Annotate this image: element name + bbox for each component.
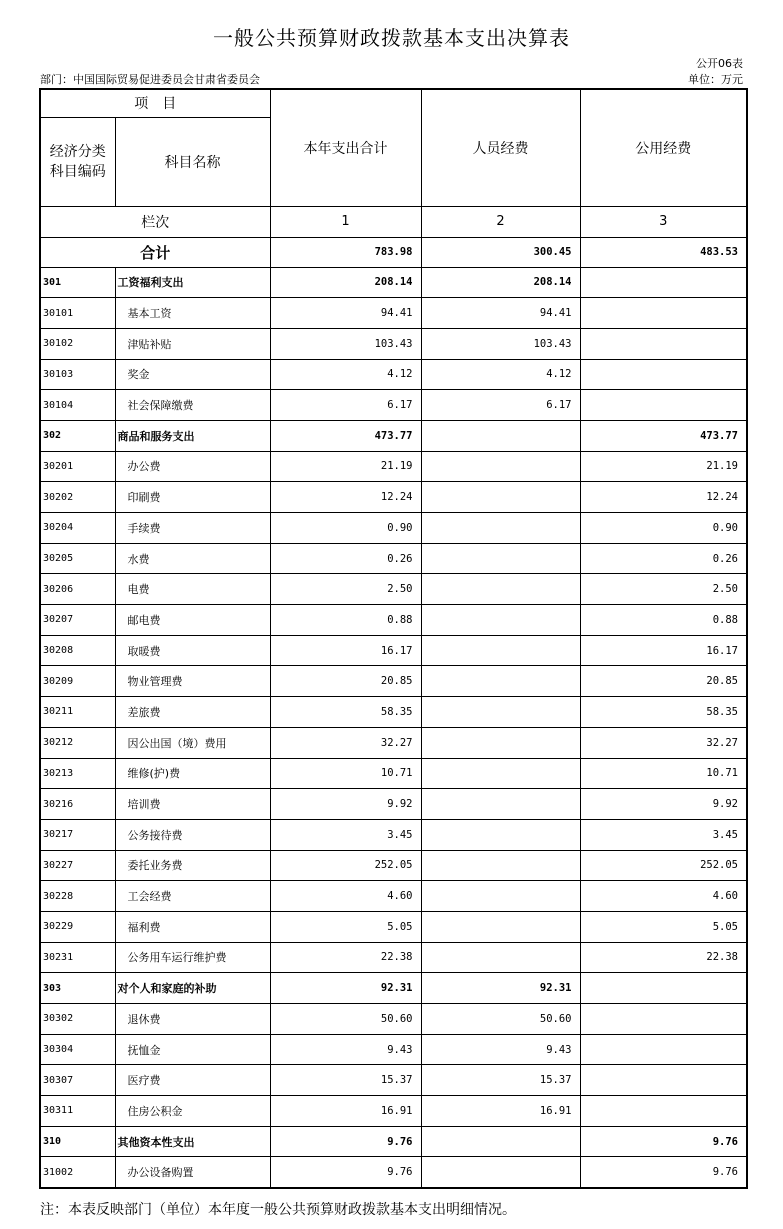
form-number: 公开06表 <box>696 57 743 70</box>
row-public: 252.05 <box>580 850 747 881</box>
row-name: 工资福利支出 <box>115 267 270 298</box>
row-code: 302 <box>40 420 115 451</box>
row-personnel <box>421 574 580 605</box>
row-personnel <box>421 697 580 728</box>
footnote: 注：本表反映部门（单位）本年度一般公共预算财政拨款基本支出明细情况。 <box>40 1202 516 1218</box>
row-code: 30208 <box>40 635 115 666</box>
row-total: 10.71 <box>270 758 421 789</box>
row-personnel <box>421 1157 580 1188</box>
row-public: 473.77 <box>580 420 747 451</box>
row-total: 58.35 <box>270 697 421 728</box>
row-personnel <box>421 911 580 942</box>
row-public: 12.24 <box>580 482 747 513</box>
table-row <box>40 451 747 482</box>
table-row <box>40 666 747 697</box>
row-name: 取暖费 <box>115 635 270 666</box>
row-personnel <box>421 513 580 544</box>
row-personnel: 4.12 <box>421 359 580 390</box>
row-code: 30211 <box>40 697 115 728</box>
row-code: 30102 <box>40 328 115 359</box>
row-total: 5.05 <box>270 911 421 942</box>
row-name: 社会保障缴费 <box>115 390 270 421</box>
row-code: 30307 <box>40 1065 115 1096</box>
category-row <box>40 267 747 298</box>
row-code: 30213 <box>40 758 115 789</box>
column-label: 栏次 <box>40 206 270 237</box>
table-row <box>40 758 747 789</box>
row-name: 商品和服务支出 <box>115 420 270 451</box>
row-total: 6.17 <box>270 390 421 421</box>
expenditure-table <box>39 88 748 1189</box>
row-name: 对个人和家庭的补助 <box>115 973 270 1004</box>
category-row <box>40 1126 747 1157</box>
header-total: 本年支出合计 <box>270 89 421 206</box>
row-total: 9.92 <box>270 789 421 820</box>
table-row <box>40 390 747 421</box>
row-name: 基本工资 <box>115 298 270 329</box>
row-personnel <box>421 1126 580 1157</box>
row-code: 303 <box>40 973 115 1004</box>
row-total: 473.77 <box>270 420 421 451</box>
row-name: 物业管理费 <box>115 666 270 697</box>
row-name: 其他资本性支出 <box>115 1126 270 1157</box>
row-name: 手续费 <box>115 513 270 544</box>
table-row <box>40 574 747 605</box>
row-code: 30104 <box>40 390 115 421</box>
row-name: 维修(护)费 <box>115 758 270 789</box>
row-code: 30212 <box>40 727 115 758</box>
row-public: 4.60 <box>580 881 747 912</box>
row-code: 30304 <box>40 1034 115 1065</box>
row-personnel: 9.43 <box>421 1034 580 1065</box>
row-code: 31002 <box>40 1157 115 1188</box>
row-name: 电费 <box>115 574 270 605</box>
table-row <box>40 513 747 544</box>
row-public <box>580 1065 747 1096</box>
table-row <box>40 543 747 574</box>
row-code: 30101 <box>40 298 115 329</box>
table-row <box>40 635 747 666</box>
row-name: 办公费 <box>115 451 270 482</box>
row-total: 103.43 <box>270 328 421 359</box>
row-code: 30231 <box>40 942 115 973</box>
row-name: 福利费 <box>115 911 270 942</box>
column-number-3: 3 <box>580 206 747 237</box>
row-personnel <box>421 482 580 513</box>
row-code: 301 <box>40 267 115 298</box>
row-total: 9.43 <box>270 1034 421 1065</box>
table-row <box>40 298 747 329</box>
row-name: 抚恤金 <box>115 1034 270 1065</box>
row-name: 公务用车运行维护费 <box>115 942 270 973</box>
row-total: 50.60 <box>270 1004 421 1035</box>
row-total: 16.91 <box>270 1096 421 1127</box>
table-row <box>40 328 747 359</box>
row-code: 30302 <box>40 1004 115 1035</box>
row-name: 津贴补贴 <box>115 328 270 359</box>
row-total: 22.38 <box>270 942 421 973</box>
row-public: 2.50 <box>580 574 747 605</box>
table-row <box>40 850 747 881</box>
row-public: 0.26 <box>580 543 747 574</box>
row-name: 公务接待费 <box>115 819 270 850</box>
row-total: 94.41 <box>270 298 421 329</box>
row-code: 30228 <box>40 881 115 912</box>
row-public: 3.45 <box>580 819 747 850</box>
row-code: 30209 <box>40 666 115 697</box>
row-name: 退休费 <box>115 1004 270 1035</box>
row-code: 30207 <box>40 605 115 636</box>
row-personnel <box>421 420 580 451</box>
header-public: 公用经费 <box>580 89 747 206</box>
column-number-1: 1 <box>270 206 421 237</box>
row-code: 30202 <box>40 482 115 513</box>
row-total: 92.31 <box>270 973 421 1004</box>
row-name: 邮电费 <box>115 605 270 636</box>
row-total: 0.88 <box>270 605 421 636</box>
category-row <box>40 420 747 451</box>
row-public: 20.85 <box>580 666 747 697</box>
table-row <box>40 1096 747 1127</box>
row-name: 培训费 <box>115 789 270 820</box>
row-personnel <box>421 635 580 666</box>
row-personnel <box>421 942 580 973</box>
row-name: 差旅费 <box>115 697 270 728</box>
row-personnel <box>421 819 580 850</box>
category-row <box>40 973 747 1004</box>
row-public <box>580 328 747 359</box>
row-total: 15.37 <box>270 1065 421 1096</box>
row-total: 2.50 <box>270 574 421 605</box>
row-personnel <box>421 881 580 912</box>
row-public <box>580 1004 747 1035</box>
row-code: 30216 <box>40 789 115 820</box>
department-label: 部门：中国国际贸易促进委员会甘肃省委员会 <box>40 73 260 86</box>
row-public: 22.38 <box>580 942 747 973</box>
table-row <box>40 1034 747 1065</box>
row-public <box>580 973 747 1004</box>
header-name: 科目名称 <box>115 117 270 206</box>
header-code: 经济分类 科目编码 <box>40 117 115 206</box>
row-code: 30204 <box>40 513 115 544</box>
row-public <box>580 1034 747 1065</box>
table-row <box>40 605 747 636</box>
row-name: 委托业务费 <box>115 850 270 881</box>
table-row <box>40 482 747 513</box>
row-public: 21.19 <box>580 451 747 482</box>
row-code: 30206 <box>40 574 115 605</box>
row-personnel <box>421 543 580 574</box>
table-row <box>40 942 747 973</box>
total-personnel: 300.45 <box>421 237 580 267</box>
row-public: 9.76 <box>580 1157 747 1188</box>
total-public: 483.53 <box>580 237 747 267</box>
row-personnel: 15.37 <box>421 1065 580 1096</box>
row-public: 0.88 <box>580 605 747 636</box>
row-total: 12.24 <box>270 482 421 513</box>
row-total: 9.76 <box>270 1126 421 1157</box>
row-personnel: 16.91 <box>421 1096 580 1127</box>
row-code: 30311 <box>40 1096 115 1127</box>
row-personnel <box>421 605 580 636</box>
row-public <box>580 390 747 421</box>
row-public: 9.92 <box>580 789 747 820</box>
row-name: 水费 <box>115 543 270 574</box>
row-total: 4.12 <box>270 359 421 390</box>
total-row <box>40 237 747 267</box>
row-total: 0.26 <box>270 543 421 574</box>
row-code: 30217 <box>40 819 115 850</box>
row-public: 58.35 <box>580 697 747 728</box>
row-total: 252.05 <box>270 850 421 881</box>
row-personnel <box>421 850 580 881</box>
row-total: 208.14 <box>270 267 421 298</box>
row-public: 10.71 <box>580 758 747 789</box>
table-row <box>40 727 747 758</box>
unit-label: 单位：万元 <box>688 73 743 86</box>
row-personnel <box>421 789 580 820</box>
row-code: 310 <box>40 1126 115 1157</box>
row-public <box>580 267 747 298</box>
row-total: 3.45 <box>270 819 421 850</box>
row-personnel <box>421 758 580 789</box>
table-row <box>40 697 747 728</box>
row-public: 32.27 <box>580 727 747 758</box>
row-total: 20.85 <box>270 666 421 697</box>
total-label: 合计 <box>40 237 270 267</box>
table-row <box>40 1157 747 1188</box>
row-personnel: 94.41 <box>421 298 580 329</box>
row-code: 30201 <box>40 451 115 482</box>
row-total: 21.19 <box>270 451 421 482</box>
row-public: 16.17 <box>580 635 747 666</box>
row-code: 30229 <box>40 911 115 942</box>
row-name: 奖金 <box>115 359 270 390</box>
table-row <box>40 1065 747 1096</box>
header-personnel: 人员经费 <box>421 89 580 206</box>
row-code: 30205 <box>40 543 115 574</box>
column-number-2: 2 <box>421 206 580 237</box>
row-public <box>580 298 747 329</box>
row-personnel: 6.17 <box>421 390 580 421</box>
row-personnel: 103.43 <box>421 328 580 359</box>
row-personnel <box>421 727 580 758</box>
row-public: 0.90 <box>580 513 747 544</box>
row-public <box>580 1096 747 1127</box>
row-name: 印刷费 <box>115 482 270 513</box>
row-name: 医疗费 <box>115 1065 270 1096</box>
row-total: 4.60 <box>270 881 421 912</box>
table-row <box>40 1004 747 1035</box>
row-public <box>580 359 747 390</box>
row-personnel <box>421 666 580 697</box>
total-sum: 783.98 <box>270 237 421 267</box>
row-code: 30227 <box>40 850 115 881</box>
table-row <box>40 819 747 850</box>
header-item: 项 目 <box>40 89 270 117</box>
row-public: 9.76 <box>580 1126 747 1157</box>
row-personnel: 50.60 <box>421 1004 580 1035</box>
table-row <box>40 881 747 912</box>
row-total: 16.17 <box>270 635 421 666</box>
row-total: 0.90 <box>270 513 421 544</box>
row-name: 办公设备购置 <box>115 1157 270 1188</box>
row-name: 因公出国（境）费用 <box>115 727 270 758</box>
table-row <box>40 359 747 390</box>
row-total: 32.27 <box>270 727 421 758</box>
row-code: 30103 <box>40 359 115 390</box>
row-total: 9.76 <box>270 1157 421 1188</box>
page-title: 一般公共预算财政拨款基本支出决算表 <box>213 26 570 50</box>
row-personnel: 208.14 <box>421 267 580 298</box>
row-name: 住房公积金 <box>115 1096 270 1127</box>
row-personnel: 92.31 <box>421 973 580 1004</box>
row-name: 工会经费 <box>115 881 270 912</box>
table-row <box>40 911 747 942</box>
row-personnel <box>421 451 580 482</box>
table-row <box>40 789 747 820</box>
row-public: 5.05 <box>580 911 747 942</box>
